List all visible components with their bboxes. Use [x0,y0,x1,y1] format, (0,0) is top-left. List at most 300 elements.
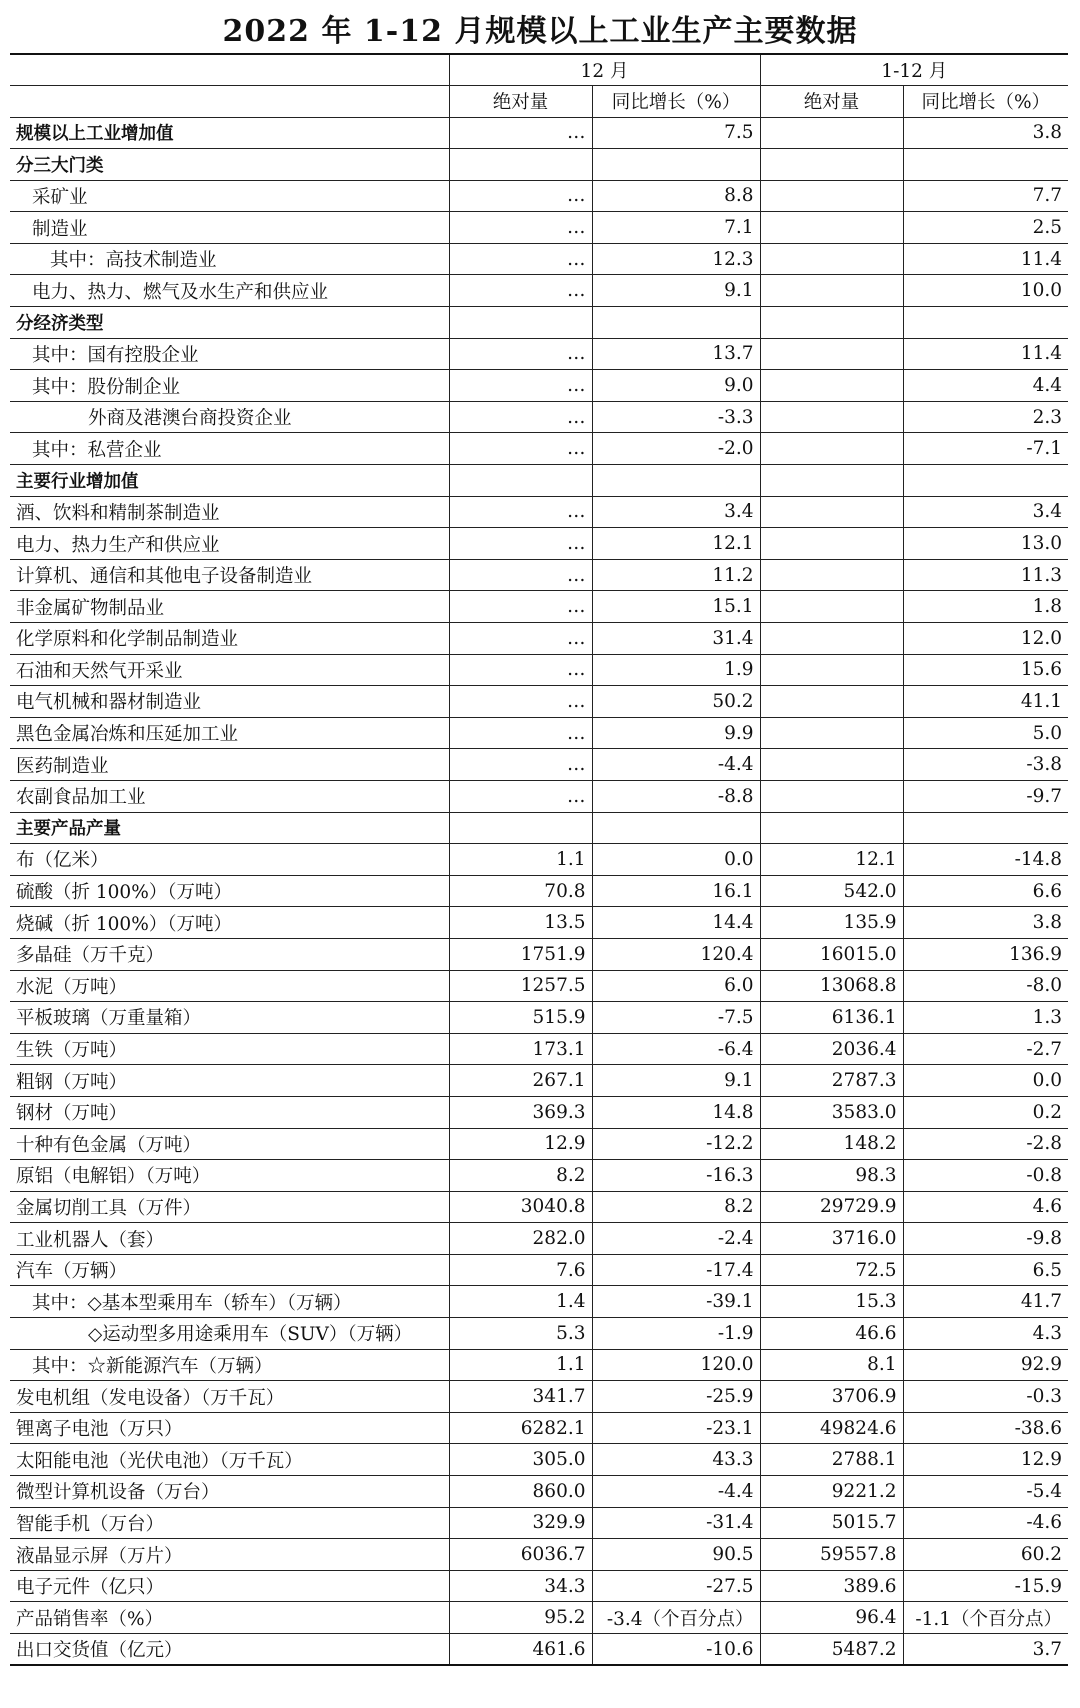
dec-absolute-cell: 95.2 [449,1602,592,1634]
dec-yoy-cell: -8.8 [592,780,760,812]
ytd-yoy-cell: 12.0 [903,623,1068,655]
ytd-yoy-cell: 3.8 [903,907,1068,939]
dec-yoy-cell: 15.1 [592,591,760,623]
ytd-yoy-cell: 1.3 [903,1002,1068,1034]
row-label: 规模以上工业增加值 [10,117,449,149]
ytd-absolute-cell: 15.3 [760,1286,903,1318]
table-row [10,1033,1068,1065]
row-label: 石油和天然气开采业 [10,654,449,686]
ytd-absolute-cell: 5487.2 [760,1634,903,1666]
dec-absolute-cell: … [449,717,592,749]
row-label: ◇运动型多用途乘用车（SUV）（万辆） [10,1318,449,1350]
row-label: 微型计算机设备（万台） [10,1476,449,1508]
row-label: 分三大门类 [10,149,449,181]
ytd-yoy-cell: 3.8 [903,117,1068,149]
ytd-yoy-cell: 12.9 [903,1444,1068,1476]
dec-absolute-cell: 341.7 [449,1381,592,1413]
ytd-absolute-cell: 59557.8 [760,1539,903,1571]
table-row [10,591,1068,623]
ytd-yoy-cell [903,465,1068,497]
ytd-absolute-cell: 72.5 [760,1254,903,1286]
dec-yoy-cell: 50.2 [592,686,760,718]
row-label: 电力、热力、燃气及水生产和供应业 [10,275,449,307]
table-row [10,1318,1068,1350]
dec-yoy-cell: -16.3 [592,1160,760,1192]
dec-yoy-cell: 9.1 [592,1065,760,1097]
dec-yoy-cell: 6.0 [592,970,760,1002]
row-label: 硫酸（折 100%）（万吨） [10,875,449,907]
dec-yoy-cell: 12.1 [592,528,760,560]
row-label: 其中：高技术制造业 [10,243,449,275]
table-row [10,1412,1068,1444]
row-label: 锂离子电池（万只） [10,1412,449,1444]
table-row [10,1065,1068,1097]
ytd-yoy-cell: 11.4 [903,243,1068,275]
table-row [10,1128,1068,1160]
dec-absolute-cell: … [449,433,592,465]
table-row [10,623,1068,655]
ytd-absolute-cell: 16015.0 [760,938,903,970]
data-table [10,53,1068,1666]
ytd-yoy-cell: -14.8 [903,844,1068,876]
dec-absolute-cell [449,812,592,844]
ytd-absolute-cell [760,559,903,591]
header-row-periods [10,54,1068,85]
dec-absolute-cell: 3040.8 [449,1191,592,1223]
row-label: 多晶硅（万千克） [10,938,449,970]
dec-absolute-cell: … [449,623,592,655]
table-row [10,401,1068,433]
header-blank [10,54,449,85]
table-row [10,559,1068,591]
dec-absolute-cell: … [449,749,592,781]
ytd-absolute-cell: 46.6 [760,1318,903,1350]
ytd-absolute-cell: 389.6 [760,1570,903,1602]
ytd-absolute-cell [760,496,903,528]
ytd-yoy-cell: 5.0 [903,717,1068,749]
ytd-absolute-cell [760,370,903,402]
row-label: 主要行业增加值 [10,465,449,497]
dec-yoy-cell: 120.4 [592,938,760,970]
row-label: 发电机组（发电设备）（万千瓦） [10,1381,449,1413]
table-row [10,338,1068,370]
dec-yoy-cell: -12.2 [592,1128,760,1160]
table-row [10,717,1068,749]
ytd-absolute-cell [760,654,903,686]
dec-absolute-cell: 1751.9 [449,938,592,970]
header-period-ytd: 1-12 月 [760,54,1068,85]
header-row-measures [10,85,1068,117]
ytd-absolute-cell: 8.1 [760,1349,903,1381]
ytd-yoy-cell: -5.4 [903,1476,1068,1508]
ytd-yoy-cell: 7.7 [903,180,1068,212]
ytd-yoy-cell [903,812,1068,844]
ytd-yoy-cell: -9.8 [903,1223,1068,1255]
dec-absolute-cell: 1.4 [449,1286,592,1318]
row-label: 平板玻璃（万重量箱） [10,1002,449,1034]
dec-yoy-cell: -2.4 [592,1223,760,1255]
table-row [10,1381,1068,1413]
row-label: 粗钢（万吨） [10,1065,449,1097]
dec-yoy-cell: -27.5 [592,1570,760,1602]
row-label: 外商及港澳台商投资企业 [10,401,449,433]
ytd-yoy-cell: 2.5 [903,212,1068,244]
table-row [10,528,1068,560]
dec-absolute-cell: 282.0 [449,1223,592,1255]
row-label: 其中：☆新能源汽车（万辆） [10,1349,449,1381]
dec-yoy-cell: -4.4 [592,1476,760,1508]
dec-yoy-cell: -3.4（个百分点） [592,1602,760,1634]
ytd-absolute-cell [760,149,903,181]
ytd-absolute-cell [760,686,903,718]
dec-absolute-cell: 267.1 [449,1065,592,1097]
row-label: 其中：◇基本型乘用车（轿车）（万辆） [10,1286,449,1318]
ytd-absolute-cell [760,180,903,212]
header-yoy-dec: 同比增长（%） [592,85,760,117]
ytd-yoy-cell: 15.6 [903,654,1068,686]
dec-yoy-cell: -1.9 [592,1318,760,1350]
ytd-yoy-cell: -15.9 [903,1570,1068,1602]
ytd-yoy-cell: 136.9 [903,938,1068,970]
row-label: 产品销售率（%） [10,1602,449,1634]
table-row [10,654,1068,686]
dec-yoy-cell: 9.1 [592,275,760,307]
dec-absolute-cell: 1.1 [449,844,592,876]
dec-absolute-cell: … [449,496,592,528]
dec-absolute-cell: 13.5 [449,907,592,939]
table-row [10,875,1068,907]
dec-absolute-cell: … [449,528,592,560]
row-label: 汽车（万辆） [10,1254,449,1286]
table-row [10,1539,1068,1571]
dec-yoy-cell: 7.1 [592,212,760,244]
table-row [10,1634,1068,1666]
dec-yoy-cell: 120.0 [592,1349,760,1381]
table-row [10,780,1068,812]
ytd-yoy-cell: 92.9 [903,1349,1068,1381]
table-row [10,370,1068,402]
header-yoy-ytd: 同比增长（%） [903,85,1068,117]
row-label: 钢材（万吨） [10,1096,449,1128]
table-row [10,465,1068,497]
dec-absolute-cell: … [449,338,592,370]
dec-yoy-cell: 13.7 [592,338,760,370]
dec-yoy-cell [592,465,760,497]
ytd-yoy-cell: -7.1 [903,433,1068,465]
ytd-yoy-cell: 6.5 [903,1254,1068,1286]
table-row [10,749,1068,781]
dec-absolute-cell: … [449,180,592,212]
table-row [10,307,1068,339]
ytd-absolute-cell: 9221.2 [760,1476,903,1508]
ytd-absolute-cell: 98.3 [760,1160,903,1192]
dec-absolute-cell [449,149,592,181]
dec-yoy-cell: -10.6 [592,1634,760,1666]
ytd-yoy-cell: 1.8 [903,591,1068,623]
ytd-yoy-cell: 60.2 [903,1539,1068,1571]
dec-yoy-cell: -17.4 [592,1254,760,1286]
ytd-absolute-cell [760,780,903,812]
table-row [10,275,1068,307]
dec-absolute-cell: 5.3 [449,1318,592,1350]
dec-yoy-cell [592,812,760,844]
dec-yoy-cell: 14.4 [592,907,760,939]
ytd-yoy-cell: -38.6 [903,1412,1068,1444]
row-label: 化学原料和化学制品制造业 [10,623,449,655]
ytd-absolute-cell [760,717,903,749]
row-label: 太阳能电池（光伏电池）（万千瓦） [10,1444,449,1476]
dec-yoy-cell: -4.4 [592,749,760,781]
row-label: 制造业 [10,212,449,244]
dec-absolute-cell: 1257.5 [449,970,592,1002]
row-label: 出口交货值（亿元） [10,1634,449,1666]
table-row [10,149,1068,181]
row-label: 其中：股份制企业 [10,370,449,402]
row-label: 其中：私营企业 [10,433,449,465]
dec-yoy-cell: 8.2 [592,1191,760,1223]
dec-absolute-cell: … [449,559,592,591]
dec-absolute-cell: 1.1 [449,1349,592,1381]
table-row [10,433,1068,465]
table-row [10,1507,1068,1539]
table-row [10,117,1068,149]
dec-absolute-cell: 34.3 [449,1570,592,1602]
row-label: 工业机器人（套） [10,1223,449,1255]
ytd-yoy-cell: 41.7 [903,1286,1068,1318]
dec-absolute-cell: 461.6 [449,1634,592,1666]
dec-absolute-cell [449,307,592,339]
ytd-yoy-cell: -3.8 [903,749,1068,781]
table-row [10,1349,1068,1381]
table-row [10,844,1068,876]
dec-yoy-cell: 7.5 [592,117,760,149]
dec-yoy-cell: 12.3 [592,243,760,275]
ytd-absolute-cell [760,812,903,844]
dec-absolute-cell: … [449,591,592,623]
row-label: 电气机械和器材制造业 [10,686,449,718]
row-label: 十种有色金属（万吨） [10,1128,449,1160]
ytd-yoy-cell: -1.1（个百分点） [903,1602,1068,1634]
dec-absolute-cell: … [449,212,592,244]
row-label: 液晶显示屏（万片） [10,1539,449,1571]
ytd-absolute-cell [760,465,903,497]
ytd-yoy-cell: -2.7 [903,1033,1068,1065]
dec-absolute-cell: … [449,275,592,307]
dec-absolute-cell: 12.9 [449,1128,592,1160]
ytd-yoy-cell: 3.7 [903,1634,1068,1666]
dec-yoy-cell: 14.8 [592,1096,760,1128]
ytd-absolute-cell [760,401,903,433]
dec-absolute-cell: … [449,686,592,718]
ytd-yoy-cell: -8.0 [903,970,1068,1002]
ytd-absolute-cell [760,749,903,781]
table-row [10,907,1068,939]
dec-yoy-cell: 9.0 [592,370,760,402]
ytd-yoy-cell: -2.8 [903,1128,1068,1160]
table-row [10,1096,1068,1128]
dec-yoy-cell: 90.5 [592,1539,760,1571]
row-label: 原铝（电解铝）（万吨） [10,1160,449,1192]
ytd-yoy-cell: 4.4 [903,370,1068,402]
ytd-absolute-cell: 5015.7 [760,1507,903,1539]
dec-yoy-cell: -2.0 [592,433,760,465]
dec-absolute-cell: … [449,780,592,812]
ytd-yoy-cell: 0.2 [903,1096,1068,1128]
ytd-absolute-cell [760,243,903,275]
dec-yoy-cell: 9.9 [592,717,760,749]
ytd-yoy-cell: -0.8 [903,1160,1068,1192]
ytd-absolute-cell: 542.0 [760,875,903,907]
row-label: 布（亿米） [10,844,449,876]
ytd-yoy-cell: 4.3 [903,1318,1068,1350]
ytd-absolute-cell [760,591,903,623]
ytd-yoy-cell: 6.6 [903,875,1068,907]
dec-absolute-cell: 8.2 [449,1160,592,1192]
row-label: 酒、饮料和精制茶制造业 [10,496,449,528]
ytd-absolute-cell [760,212,903,244]
ytd-absolute-cell: 12.1 [760,844,903,876]
table-row [10,1476,1068,1508]
table-row [10,1223,1068,1255]
ytd-yoy-cell: 3.4 [903,496,1068,528]
dec-yoy-cell: 43.3 [592,1444,760,1476]
dec-absolute-cell: 7.6 [449,1254,592,1286]
row-label: 非金属矿物制品业 [10,591,449,623]
dec-yoy-cell: 31.4 [592,623,760,655]
row-label: 医药制造业 [10,749,449,781]
dec-yoy-cell: -39.1 [592,1286,760,1318]
ytd-absolute-cell [760,623,903,655]
dec-yoy-cell: -31.4 [592,1507,760,1539]
dec-yoy-cell: 1.9 [592,654,760,686]
ytd-yoy-cell: -0.3 [903,1381,1068,1413]
ytd-yoy-cell [903,307,1068,339]
dec-absolute-cell: 6036.7 [449,1539,592,1571]
dec-yoy-cell: 8.8 [592,180,760,212]
row-label: 生铁（万吨） [10,1033,449,1065]
table-row [10,1002,1068,1034]
dec-absolute-cell: … [449,370,592,402]
header-period-dec: 12 月 [449,54,760,85]
ytd-absolute-cell: 2787.3 [760,1065,903,1097]
ytd-absolute-cell [760,433,903,465]
ytd-absolute-cell [760,117,903,149]
ytd-absolute-cell: 3706.9 [760,1381,903,1413]
dec-yoy-cell: -6.4 [592,1033,760,1065]
dec-absolute-cell: … [449,654,592,686]
header-abs-ytd: 绝对量 [760,85,903,117]
dec-yoy-cell [592,149,760,181]
row-label: 农副食品加工业 [10,780,449,812]
dec-yoy-cell: -3.3 [592,401,760,433]
row-label: 黑色金属冶炼和压延加工业 [10,717,449,749]
dec-absolute-cell: 515.9 [449,1002,592,1034]
ytd-yoy-cell: 11.3 [903,559,1068,591]
dec-absolute-cell: 329.9 [449,1507,592,1539]
table-row [10,1286,1068,1318]
ytd-absolute-cell [760,275,903,307]
ytd-absolute-cell: 2788.1 [760,1444,903,1476]
ytd-yoy-cell: 4.6 [903,1191,1068,1223]
page-title: 2022 年 1-12 月规模以上工业生产主要数据 [222,14,858,49]
ytd-yoy-cell: -9.7 [903,780,1068,812]
ytd-absolute-cell: 13068.8 [760,970,903,1002]
ytd-absolute-cell [760,307,903,339]
header-abs-dec: 绝对量 [449,85,592,117]
dec-absolute-cell: 860.0 [449,1476,592,1508]
ytd-yoy-cell: 13.0 [903,528,1068,560]
dec-yoy-cell: 16.1 [592,875,760,907]
dec-absolute-cell: … [449,401,592,433]
ytd-yoy-cell: 0.0 [903,1065,1068,1097]
dec-yoy-cell: -7.5 [592,1002,760,1034]
row-label: 采矿业 [10,180,449,212]
ytd-absolute-cell [760,338,903,370]
ytd-yoy-cell: -4.6 [903,1507,1068,1539]
table-row [10,1254,1068,1286]
row-label: 水泥（万吨） [10,970,449,1002]
ytd-yoy-cell: 41.1 [903,686,1068,718]
ytd-absolute-cell: 29729.9 [760,1191,903,1223]
dec-yoy-cell: -25.9 [592,1381,760,1413]
ytd-absolute-cell: 49824.6 [760,1412,903,1444]
dec-yoy-cell: 0.0 [592,844,760,876]
table-row [10,686,1068,718]
table-row [10,1602,1068,1634]
table-row [10,1570,1068,1602]
table-row [10,812,1068,844]
ytd-absolute-cell [760,528,903,560]
ytd-yoy-cell: 11.4 [903,338,1068,370]
table-body [10,117,1068,1665]
table-row [10,1191,1068,1223]
table-row [10,1160,1068,1192]
dec-absolute-cell: … [449,243,592,275]
row-label: 分经济类型 [10,307,449,339]
row-label: 主要产品产量 [10,812,449,844]
dec-yoy-cell: 3.4 [592,496,760,528]
dec-absolute-cell: … [449,117,592,149]
table-row [10,938,1068,970]
ytd-absolute-cell: 3583.0 [760,1096,903,1128]
ytd-absolute-cell: 148.2 [760,1128,903,1160]
table-row [10,970,1068,1002]
dec-yoy-cell [592,307,760,339]
row-label: 智能手机（万台） [10,1507,449,1539]
ytd-yoy-cell: 10.0 [903,275,1068,307]
row-label: 金属切削工具（万件） [10,1191,449,1223]
dec-absolute-cell [449,465,592,497]
ytd-absolute-cell: 2036.4 [760,1033,903,1065]
row-label: 电力、热力生产和供应业 [10,528,449,560]
table-row [10,180,1068,212]
table-row [10,212,1068,244]
ytd-absolute-cell: 96.4 [760,1602,903,1634]
ytd-absolute-cell: 6136.1 [760,1002,903,1034]
table-row [10,243,1068,275]
table-row [10,1444,1068,1476]
ytd-yoy-cell: 2.3 [903,401,1068,433]
dec-absolute-cell: 305.0 [449,1444,592,1476]
dec-yoy-cell: 11.2 [592,559,760,591]
dec-absolute-cell: 173.1 [449,1033,592,1065]
ytd-absolute-cell: 3716.0 [760,1223,903,1255]
dec-absolute-cell: 369.3 [449,1096,592,1128]
header-blank [10,85,449,117]
ytd-absolute-cell: 135.9 [760,907,903,939]
row-label: 计算机、通信和其他电子设备制造业 [10,559,449,591]
table-row [10,496,1068,528]
